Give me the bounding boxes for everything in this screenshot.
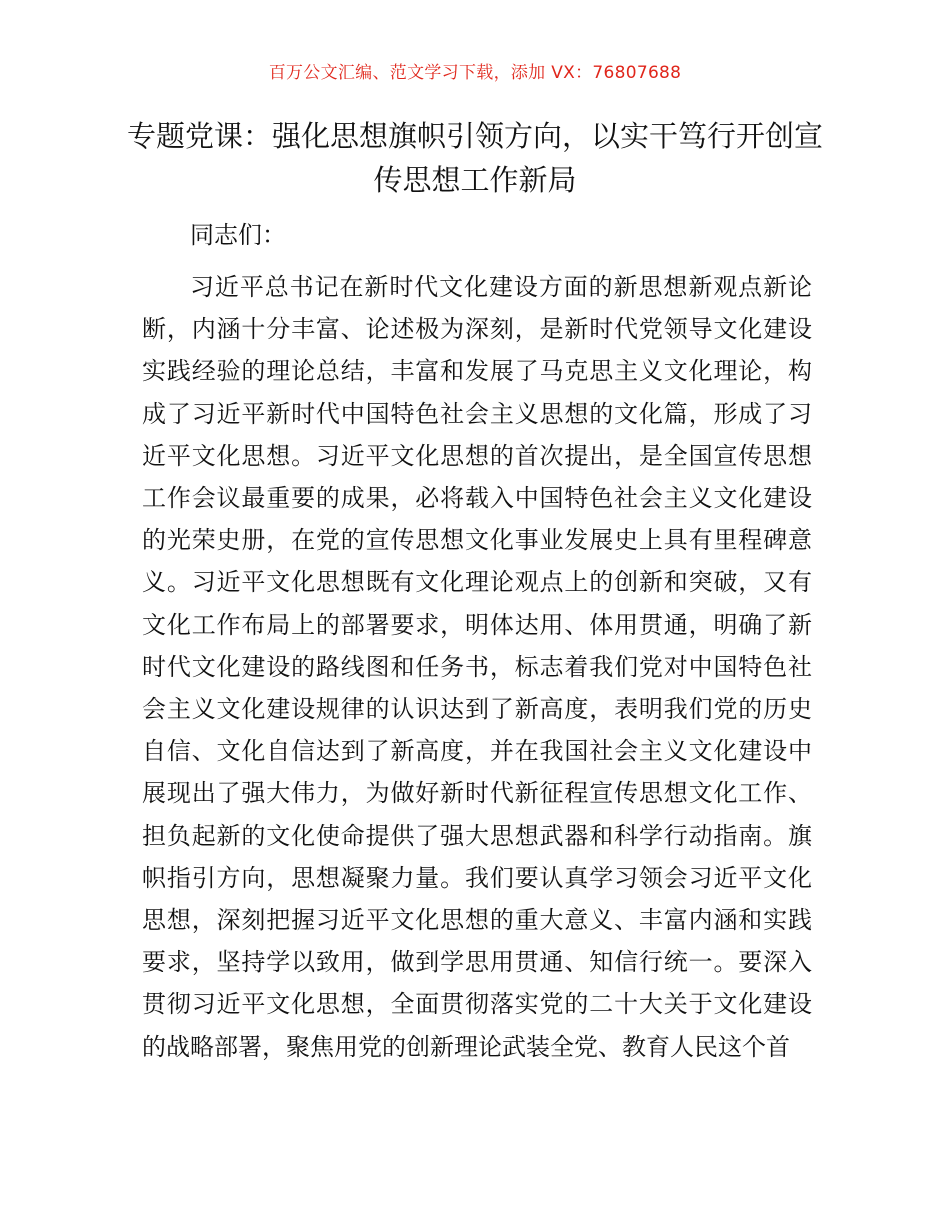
salutation: 同志们： [190,221,286,249]
body-paragraph: 习近平总书记在新时代文化建设方面的新思想新观点新论断，内涵十分丰富、论述极为深刻，是新时代党领导文化建设实践经验的理论总结，丰富和发展了马克思主义文化理论，构成了习近平新时代中国特色社会主义思想的文化篇，形成了习近平文化思想。习近平文化思想的首次提出，是全国宣传思想工作会议最重要的成果，必将载入中国特色社会主义文化建设的光荣史册，在党的宣传思想文化事业发展史上具有里程碑意义。习近平文化思想既有文化理论观点上的创新和突破，又有文化工作布局上的部署要求，明体达用、体用贯通，明确了新时代文化建设的路线图和任务书，标志着我们党对中国特色社会主义文化建设规律的认识达到了新高度，表明我们党的历史自信、文化自信达到了新高度，并在我国社会主义文化建设中展现出了强大伟力，为做好新时代新征程宣传思想文化工作、担负起新的文化使命提供了强大思想武器和科学行动指南。旗帜指引方向，思想凝聚力量。我们要认真学习领会习近平文化思想，深刻把握习近平文化思想的重大意义、丰富内涵和实践要求，坚持学以致用，做到学思用贯通、知信行统一。要深入贯彻习近平文化思想，全面贯彻落实党的二十大关于文化建设的战略部署，聚焦用党的创新理论武装全党、教育人民这个首 [142,273,812,1061]
document-title: 专题党课：强化思想旗帜引领方向，以实干笃行开创宣传思想工作新局 [126,119,823,197]
header-watermark-note: 百万公文汇编、范文学习下载，添加 VX：76807688 [268,63,682,83]
